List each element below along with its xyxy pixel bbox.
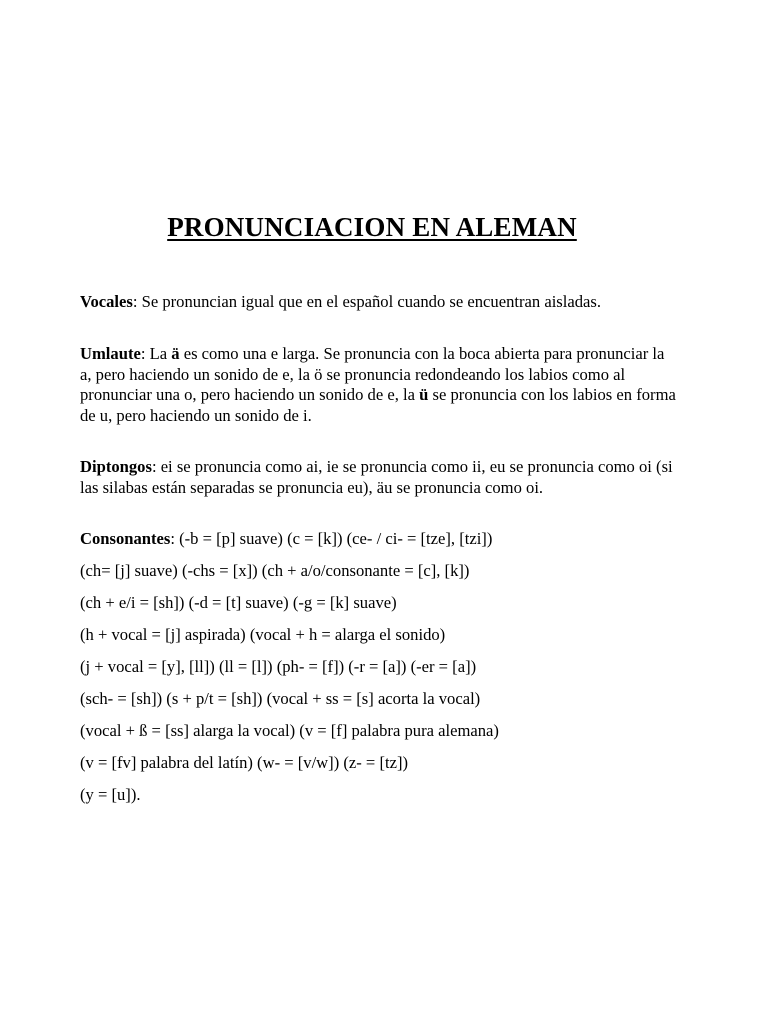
consonantes-line: (vocal + ß = [ss] alarga la vocal) (v = [f] palabra pura alemana) [80,721,499,740]
consonantes-line: (ch= [j] suave) (-chs = [x]) (ch + a/o/consonante = [c], [k]) [80,561,470,580]
consonantes-line: (j + vocal = [y], [ll]) (ll = [l]) (ph- = [f]) (-r = [a]) (-er = [a]) [80,657,477,676]
consonantes-line: (ch + e/i = [sh]) (-d = [t] suave) (-g = [k] suave) [80,593,397,612]
consonantes-line: (sch- = [sh]) (s + p/t = [sh]) (vocal + ss = [s] acorta la vocal) [80,689,481,708]
page-title: PRONUNCIACION EN ALEMAN [167,212,577,242]
diptongos-text: : ei se pronuncia como ai, ie se pronuncia como ii, eu se pronuncia como oi (si las silabas están separadas se pronuncia eu), äu se pronuncia como oi. [80,457,673,497]
consonantes-line: (v = [fv] palabra del latín) (w- = [v/w]) (z- = [tz]) [80,753,408,772]
umlaute-text-3: se pronuncia con los labios en forma de u, pero haciendo un sonido de i. [80,385,676,425]
umlaute-text-1: : La [140,344,172,363]
consonantes-line: (y = [u]). [80,785,141,804]
consonantes-line-0 [80,529,700,549]
vocales-text: : Se pronuncian igual que en el español cuando se encuentran aisladas. [132,292,602,311]
consonantes-first-line: : (-b = [p] suave) (c = [k]) (ce- / ci- = [tze], [tzi]) [170,529,493,548]
umlaute-u-umlaut: ü [419,385,429,404]
diptongos-label: Diptongos [80,457,152,476]
umlaute-label: Umlaute [80,344,141,363]
umlaute-paragraph [80,344,680,426]
consonantes-label: Consonantes [80,529,171,548]
vocales-paragraph [80,292,680,313]
umlaute-text-2: es como una e larga. Se pronuncia con la boca abierta para pronunciar la a, pero haciendo un sonido de e, la ö se pronuncia redondeando los labios como al pronunciar una o, pero haciendo un sonido de e, la [80,344,665,404]
consonantes-line: (h + vocal = [j] aspirada) (vocal + h = alarga el sonido) [80,625,446,644]
diptongos-paragraph [80,457,680,498]
vocales-label: Vocales [80,292,133,311]
umlaute-a-umlaut: ä [171,344,180,363]
